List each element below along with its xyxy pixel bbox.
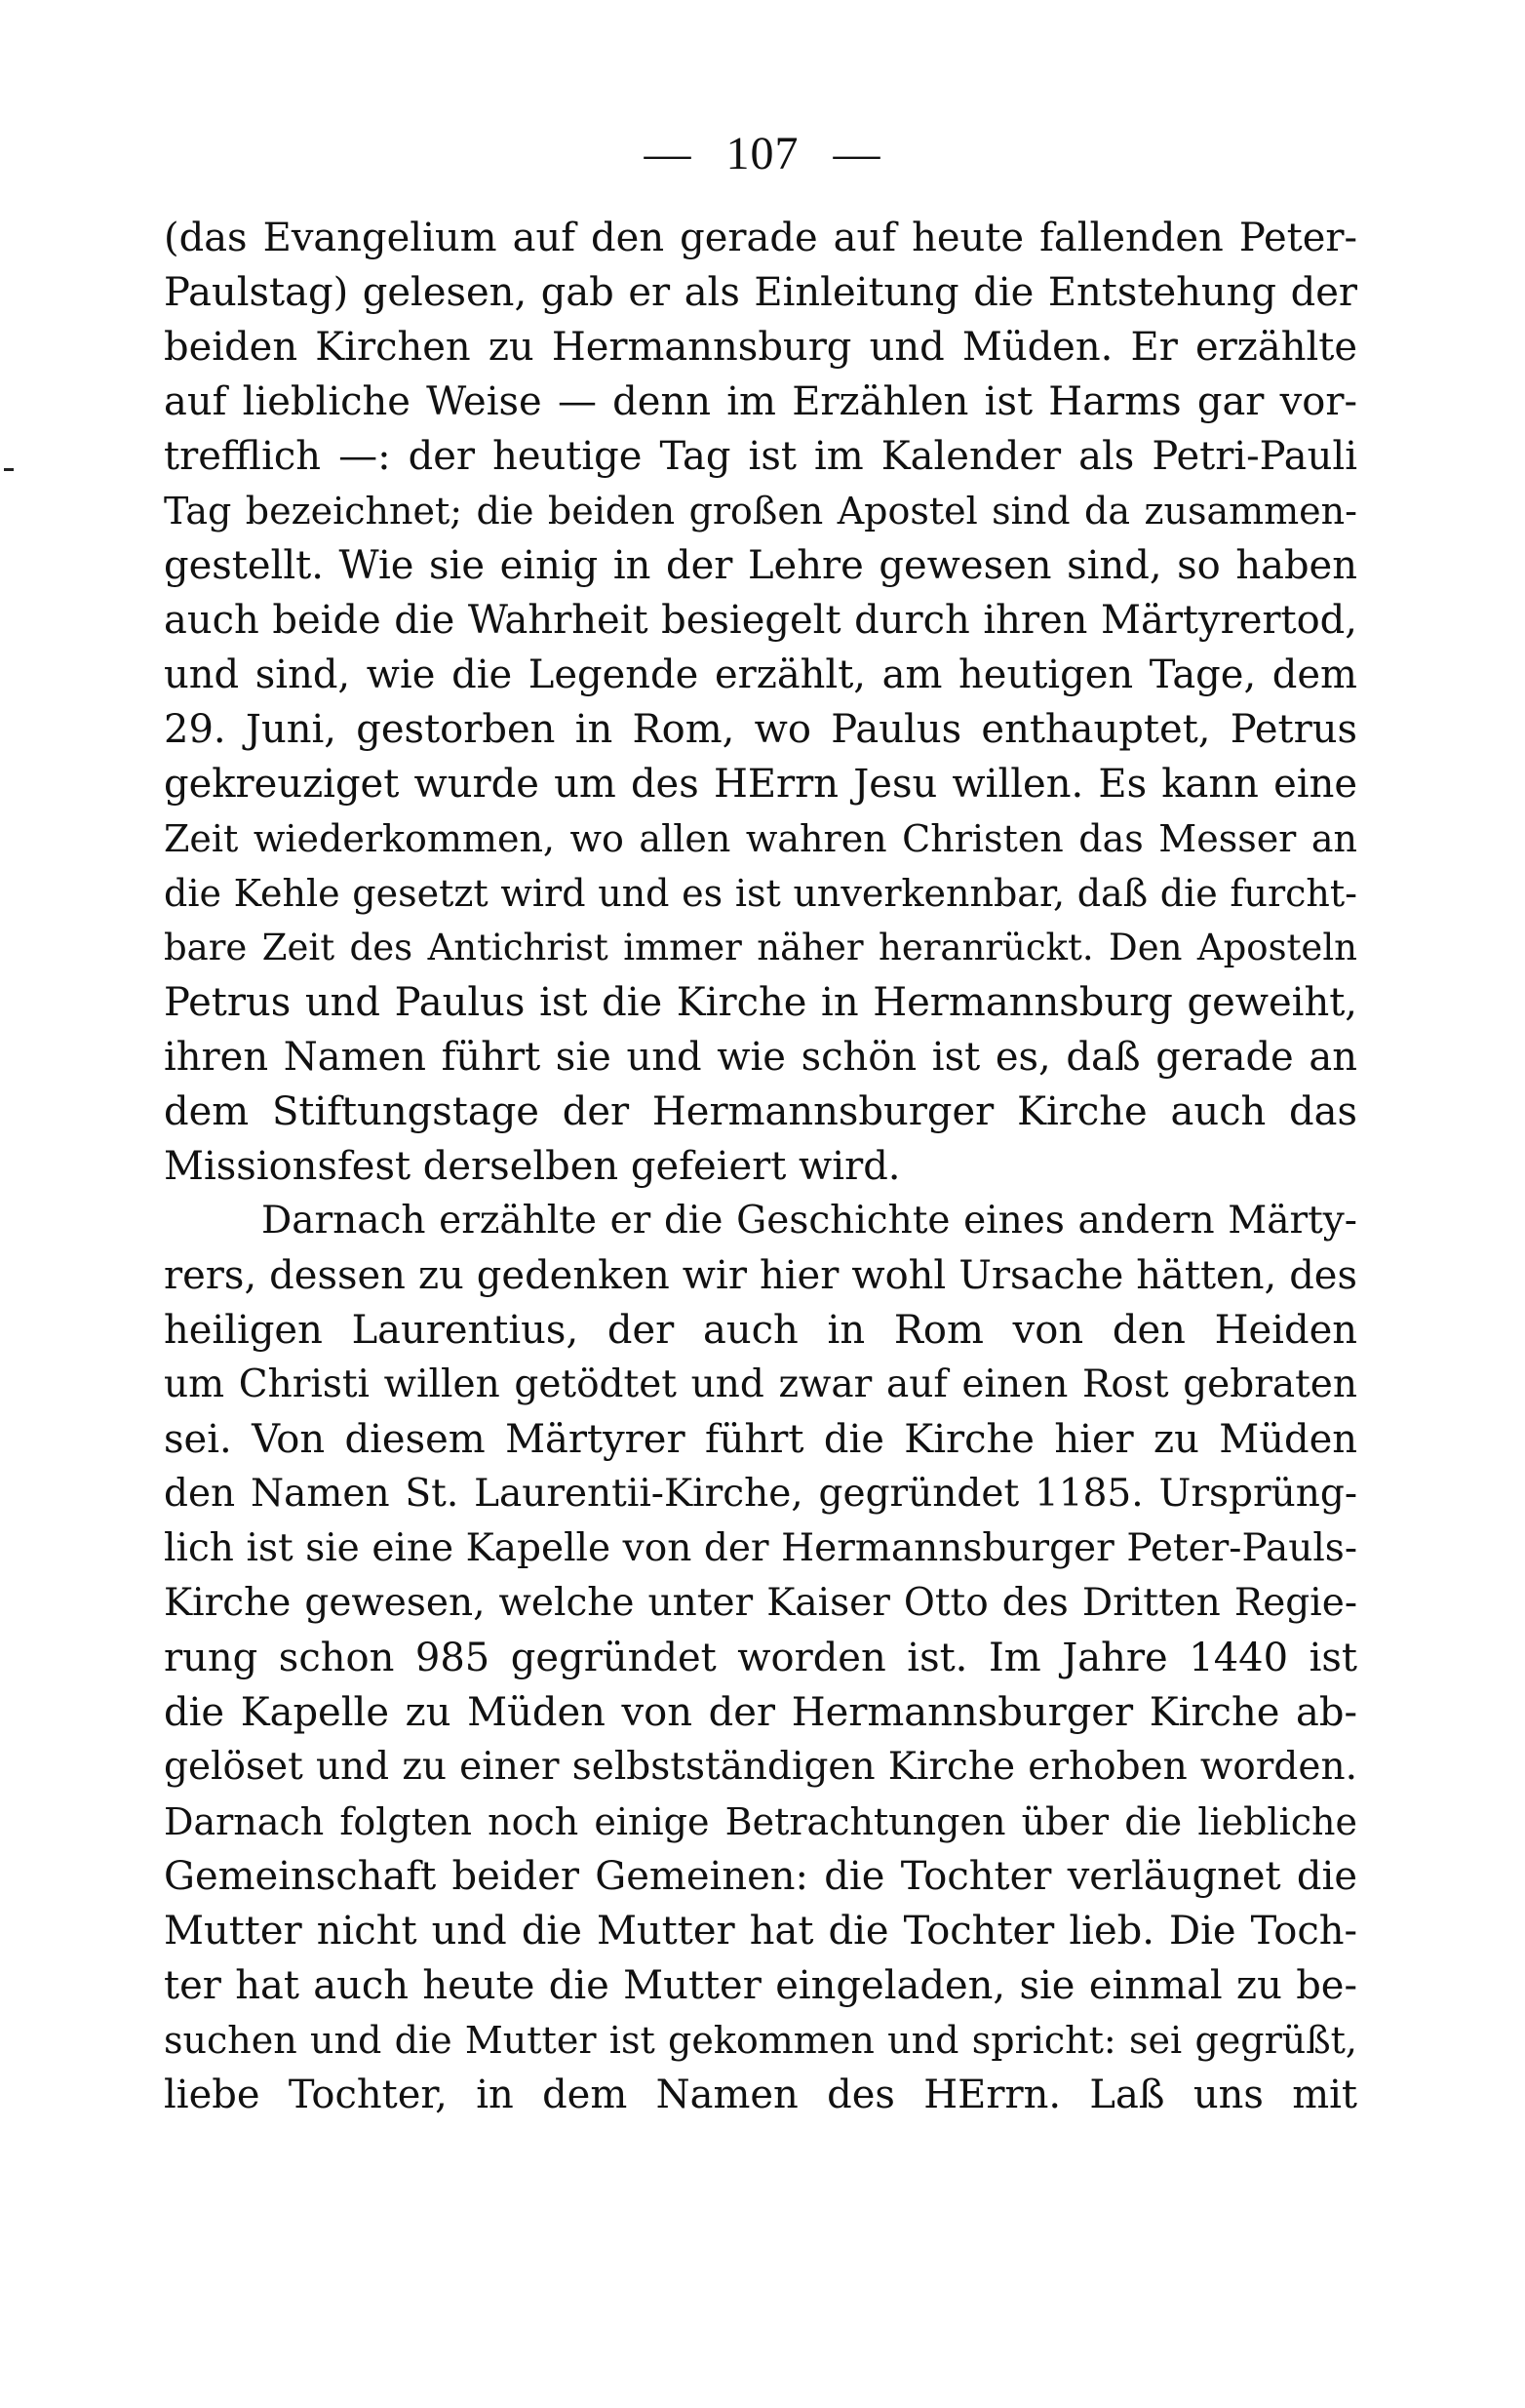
header-dash-right: —: [833, 128, 881, 179]
text-line: den Namen St. Laurentii-Kirche, gegründet 1185. Ursprüng-: [164, 1472, 1357, 1516]
body-text: [164, 211, 1357, 2122]
text-line: die Kapelle zu Müden von der Hermannsburger Kirche ab-: [164, 1690, 1357, 1735]
text-line: Petrus und Paulus ist die Kirche in Hermannsburg geweiht,: [164, 980, 1357, 1025]
text-line: bare Zeit des Antichrist immer näher heranrückt. Den Aposteln: [164, 927, 1357, 968]
text-line: ter hat auch heute die Mutter eingeladen, sie einmal zu be-: [164, 1963, 1357, 2008]
text-line: Kirche gewesen, welche unter Kaiser Otto des Dritten Regie-: [164, 1581, 1357, 1625]
text-line: (das Evangelium auf den gerade auf heute fallenden Peter-: [164, 216, 1357, 260]
text-line: rers, dessen zu gedenken wir hier wohl Ursache hätten, des: [164, 1253, 1357, 1298]
text-line: lich ist sie eine Kapelle von der Hermannsburger Peter-Pauls-: [164, 1526, 1357, 1570]
text-line: Gemeinschaft beider Gemeinen: die Tochter verläugnet die: [164, 1854, 1357, 1899]
text-line: gekreuziget wurde um des HErrn Jesu willen. Es kann eine: [164, 762, 1357, 807]
text-line: auch beide die Wahrheit besiegelt durch ihren Märtyrertod,: [164, 598, 1357, 643]
text-line: Zeit wiederkommen, wo allen wahren Christen das Messer an: [164, 817, 1357, 860]
text-line: die Kehle gesetzt wird und es ist unverkennbar, daß die furcht-: [164, 872, 1357, 915]
text-line: trefflich —: der heutige Tag ist im Kalender als Petri-Pauli: [164, 434, 1357, 479]
text-line: heiligen Laurentius, der auch in Rom von den Heiden: [164, 1308, 1357, 1353]
page-header: [0, 125, 1525, 183]
text-line: Darnach folgten noch einige Betrachtungen über die liebliche: [164, 1800, 1357, 1843]
header-dash-left: —: [644, 128, 692, 179]
text-line: um Christi willen getödtet und zwar auf einen Rost gebraten: [164, 1362, 1357, 1406]
text-line: 29. Juni, gestorben in Rom, wo Paulus enthauptet, Petrus: [164, 707, 1357, 752]
paragraph-1: [164, 211, 1357, 1194]
text-line: liebe Tochter, in dem Namen des HErrn. Laß uns mit: [164, 2072, 1357, 2117]
text-line: beiden Kirchen zu Hermannsburg und Müden. Er erzählte: [164, 325, 1357, 370]
text-line: auf liebliche Weise — denn im Erzählen ist Harms gar vor-: [164, 379, 1357, 424]
text-line: Paulstag) gelesen, gab er als Einleitung die Entstehung der: [164, 270, 1357, 315]
text-line: dem Stiftungstage der Hermannsburger Kirche auch das: [164, 1089, 1357, 1134]
text-line: Missionsfest derselben gefeiert wird.: [164, 1144, 901, 1189]
text-line: Tag bezeichnet; die beiden großen Apostel sind da zusammen-: [164, 490, 1357, 533]
text-line: sei. Von diesem Märtyrer führt die Kirche hier zu Müden: [164, 1417, 1357, 1462]
text-line: ihren Namen führt sie und wie schön ist es, daß gerade an: [164, 1035, 1357, 1080]
text-line: gelöset und zu einer selbstständigen Kirche erhoben worden.: [164, 1745, 1357, 1789]
paragraph-2: [164, 1194, 1357, 2122]
page-number: 107: [725, 128, 800, 179]
text-line: suchen und die Mutter ist gekommen und spricht: sei gegrüßt,: [164, 2019, 1357, 2062]
margin-mark: [4, 468, 14, 471]
text-line: und sind, wie die Legende erzählt, am heutigen Tage, dem: [164, 652, 1357, 697]
text-line: rung schon 985 gegründet worden ist. Im Jahre 1440 ist: [164, 1636, 1357, 1680]
text-line: Darnach erzählte er die Geschichte eines andern Märty-: [261, 1199, 1357, 1243]
text-line: Mutter nicht und die Mutter hat die Tochter lieb. Die Toch-: [164, 1909, 1357, 1954]
text-line: gestellt. Wie sie einig in der Lehre gewesen sind, so haben: [164, 543, 1357, 588]
